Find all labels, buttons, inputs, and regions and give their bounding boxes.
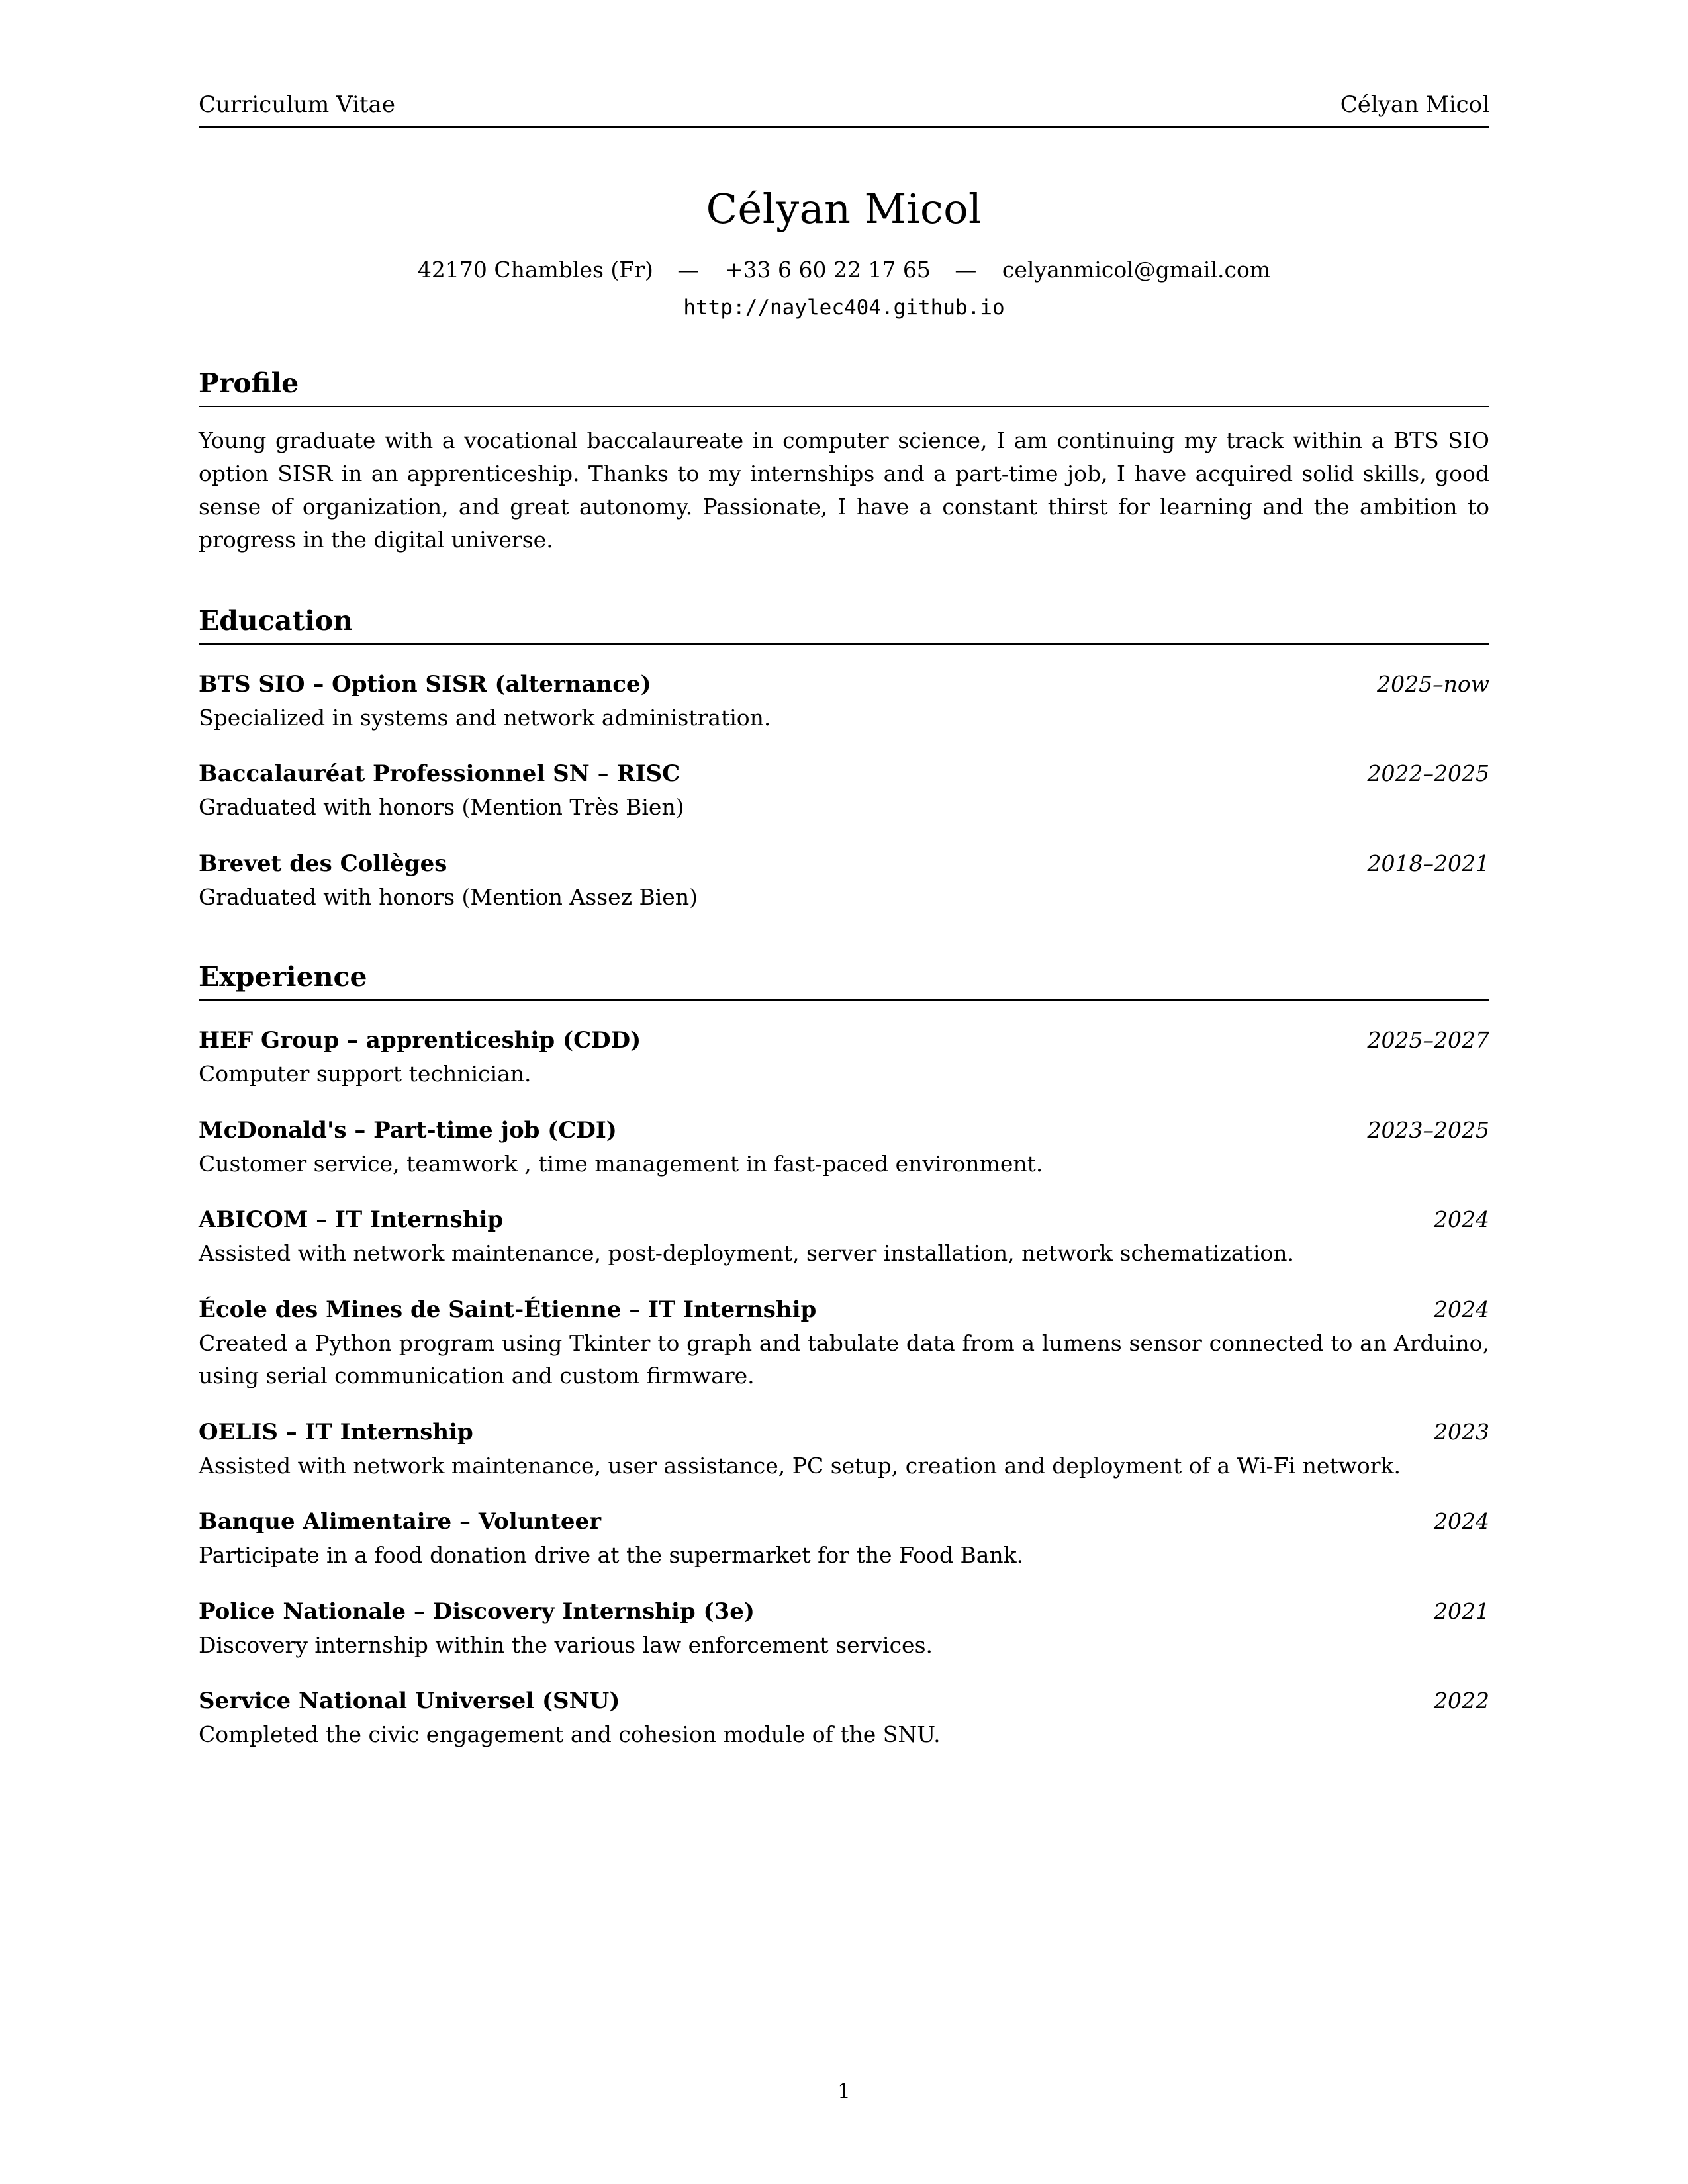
contact-separator-2: — (955, 257, 978, 283)
entry-description: Discovery internship within the various law enforcement services. (199, 1631, 933, 1658)
entry-description: Participate in a food donation drive at the supermarket for the Food Bank. (199, 1542, 1024, 1569)
entry-title: Baccalauréat Professionnel SN – RISC (199, 760, 680, 788)
entry-header (199, 671, 1489, 698)
entry-date: 2025–2027 (1367, 1027, 1489, 1054)
running-header-right: Célyan Micol (1340, 91, 1489, 118)
entry-description: Assisted with network maintenance, post-deployment, server installation, network schematization. (199, 1240, 1294, 1267)
entry-date: 2023 (1434, 1418, 1489, 1445)
section-divider-education (199, 643, 1489, 645)
entry-description: Computer support technician. (199, 1061, 532, 1087)
entry-description: Specialized in systems and network administration. (199, 704, 771, 731)
entry-date: 2024 (1434, 1508, 1489, 1535)
section-title-profile: Profile (199, 367, 299, 399)
contact-email[interactable]: celyanmicol@gmail.com (1002, 257, 1271, 283)
experience-entry (199, 1419, 1489, 1482)
entry-title: Police Nationale – Discovery Internship (3e) (199, 1598, 755, 1625)
contact-website[interactable]: http://naylec404.github.io (683, 295, 1005, 320)
entry-title: BTS SIO – Option SISR (alternance) (199, 670, 651, 698)
profile-text: Young graduate with a vocational baccalaureate in computer science, I am continuing my track within a BTS SIO option SISR in an apprenticeship. Thanks to my internships and a part-time job, I have acquired solid skills, good sense of organization, and great autonomy. Passionate, I have a constant thirst for learning and the ambition to progress in the digital universe. (199, 427, 1489, 553)
entry-header (199, 1027, 1489, 1054)
experience-entry (199, 1027, 1489, 1091)
running-header-left: Curriculum Vitae (199, 91, 395, 118)
entry-date: 2024 (1434, 1296, 1489, 1322)
entry-header (199, 1297, 1489, 1323)
contact-separator-1: — (677, 257, 701, 283)
experience-entry (199, 1117, 1489, 1181)
section-divider-profile (199, 406, 1489, 407)
section-divider-experience (199, 999, 1489, 1001)
entry-description: Assisted with network maintenance, user assistance, PC setup, creation and deployment of a Wi-Fi network. (199, 1452, 1401, 1479)
experience-entry (199, 1688, 1489, 1751)
entry-title: Banque Alimentaire – Volunteer (199, 1508, 602, 1535)
entry-header (199, 1117, 1489, 1144)
experience-entry (199, 1297, 1489, 1392)
entry-title: Brevet des Collèges (199, 850, 447, 877)
section-title-experience: Experience (199, 961, 367, 993)
running-header-divider (199, 126, 1489, 128)
entry-date: 2018–2021 (1367, 850, 1489, 876)
entry-date: 2021 (1434, 1598, 1489, 1624)
entry-date: 2025–now (1377, 670, 1489, 697)
entry-description: Created a Python program using Tkinter to graph and tabulate data from a lumens sensor connected to an Arduino, using serial communication and custom firmware. (199, 1330, 1489, 1389)
entry-description: Graduated with honors (Mention Assez Bien) (199, 884, 698, 910)
entry-description: Customer service, teamwork , time management in fast-paced environment. (199, 1150, 1043, 1177)
page-title: Célyan Micol (706, 185, 982, 234)
entry-date: 2022 (1434, 1688, 1489, 1714)
entry-title: Service National Universel (SNU) (199, 1688, 620, 1715)
section-education (199, 605, 1489, 914)
entry-title: ABICOM – IT Internship (199, 1206, 504, 1234)
entry-header (199, 1688, 1489, 1714)
section-profile (199, 367, 1489, 557)
contact-phone: +33 6 60 22 17 65 (724, 257, 931, 283)
page-number: 1 (837, 2079, 851, 2103)
entry-title: École des Mines de Saint-Étienne – IT Internship (199, 1296, 817, 1323)
section-title-education: Education (199, 604, 353, 637)
experience-entry (199, 1508, 1489, 1572)
entry-date: 2022–2025 (1367, 760, 1489, 787)
education-entry (199, 850, 1489, 914)
experience-entry (199, 1206, 1489, 1270)
entry-header (199, 850, 1489, 877)
contact-location: 42170 Chambles (Fr) (417, 257, 653, 283)
education-entry (199, 760, 1489, 824)
entry-date: 2024 (1434, 1206, 1489, 1233)
entry-title: McDonald's – Part-time job (CDI) (199, 1116, 617, 1144)
experience-entry (199, 1598, 1489, 1662)
contact-line (199, 255, 1489, 285)
entry-header (199, 1508, 1489, 1535)
education-entry (199, 671, 1489, 735)
entry-title: OELIS – IT Internship (199, 1418, 473, 1445)
entry-header (199, 1598, 1489, 1625)
entry-description: Graduated with honors (Mention Très Bien) (199, 794, 684, 821)
entry-header (199, 1206, 1489, 1233)
entry-title: HEF Group – apprenticeship (CDD) (199, 1027, 641, 1054)
running-header (199, 93, 1489, 126)
entry-description: Completed the civic engagement and cohesion module of the SNU. (199, 1721, 941, 1748)
section-experience (199, 961, 1489, 1751)
entry-header (199, 760, 1489, 787)
entry-date: 2023–2025 (1367, 1116, 1489, 1143)
entry-header (199, 1419, 1489, 1445)
